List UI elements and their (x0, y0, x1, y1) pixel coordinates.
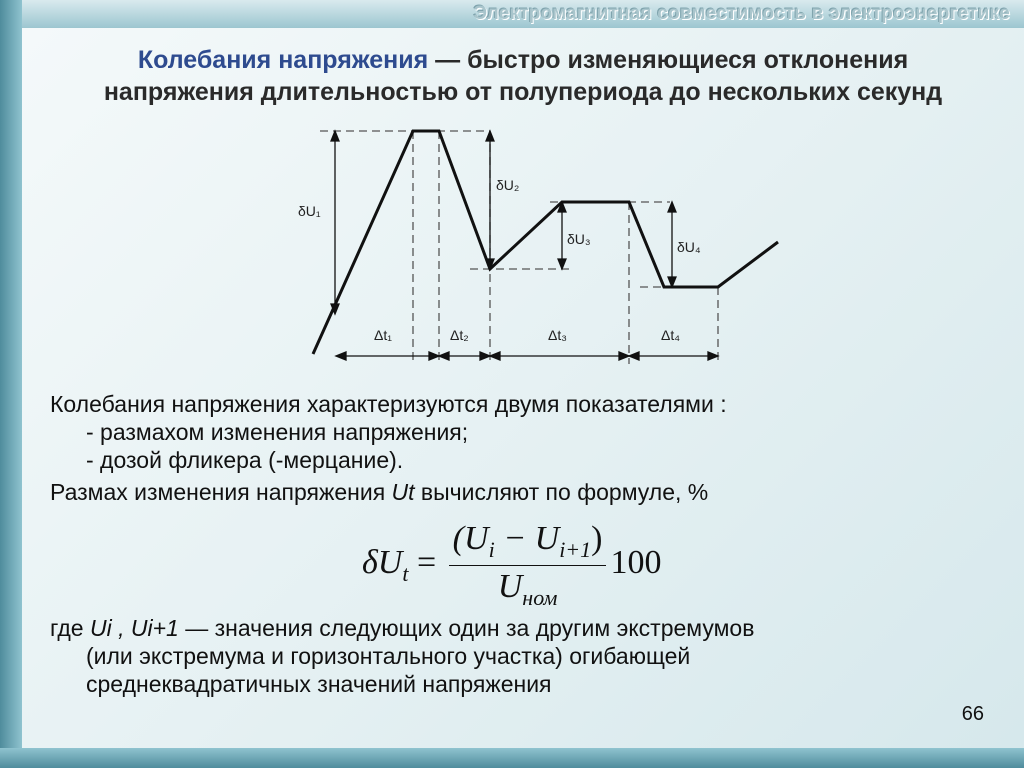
where-line-3: среднеквадратичных значений напряжения (86, 671, 552, 697)
formula-lhs: δU (362, 544, 403, 582)
label-du1: δU₁ (298, 203, 321, 219)
text-line-4-var: Ut (391, 479, 415, 505)
where-line-1 (50, 614, 754, 642)
header-title: Электромагнитная совместимость в электроэнергетике (473, 3, 1010, 24)
label-dt4: Δt₄ (661, 327, 680, 343)
label-du3: δU₃ (567, 231, 591, 247)
slide (22, 28, 1024, 748)
where-a: где (50, 615, 90, 641)
title-line2: напряжения длительностью от полупериода до нескольких секунд (103, 78, 943, 106)
duration-arrows (336, 352, 718, 360)
text-line-4-a: Размах изменения напряжения (50, 479, 392, 505)
formula-numerator: $(U_i - U_{i+1})$ (449, 520, 607, 566)
formula-lhs-sub: t (402, 560, 409, 586)
voltage-envelope-curve (313, 131, 778, 354)
bottom-frame (0, 748, 1024, 768)
label-dt2: Δt₂ (450, 327, 469, 343)
where-line-2: (или экстремума и горизонтального участка) огибающей (86, 643, 691, 669)
amplitude-arrows (331, 131, 676, 314)
where-b: — значения следующих один за другим экстремумов (178, 615, 755, 641)
title-accent: Колебания напряжения (137, 46, 429, 74)
voltage-fluctuation-diagram (280, 124, 785, 384)
page-number: 66 (961, 703, 984, 725)
label-du2: δU₂ (496, 177, 520, 193)
title-line1-rest: — быстро изменяющиеся отклонения (428, 46, 909, 74)
text-line-2: - размахом изменения напряжения; (86, 419, 469, 445)
swing-formula: $\delta U_t$ = $\frac{(U_i - U_{i+1})}{U_{ном}}$ 100 (362, 520, 662, 610)
label-dt1: Δt₁ (374, 327, 392, 343)
formula-factor: 100 (610, 544, 662, 582)
formula-fraction (449, 520, 607, 611)
slide-title (22, 44, 1024, 108)
text-line-3: - дозой фликера (-мерцание). (86, 447, 404, 473)
formula-denominator: $U_{ном}$ (497, 567, 558, 610)
where-var: Ui , Ui+1 (89, 615, 179, 641)
text-line-4-b: вычисляют по формуле, % (414, 479, 709, 505)
text-line-4 (50, 478, 708, 506)
left-frame (0, 0, 22, 768)
label-dt3: Δt₃ (548, 327, 567, 343)
header-bar (0, 0, 1024, 28)
label-du4: δU₄ (677, 239, 701, 255)
text-line-1: Колебания напряжения характеризуются двумя показателями : (50, 391, 727, 417)
